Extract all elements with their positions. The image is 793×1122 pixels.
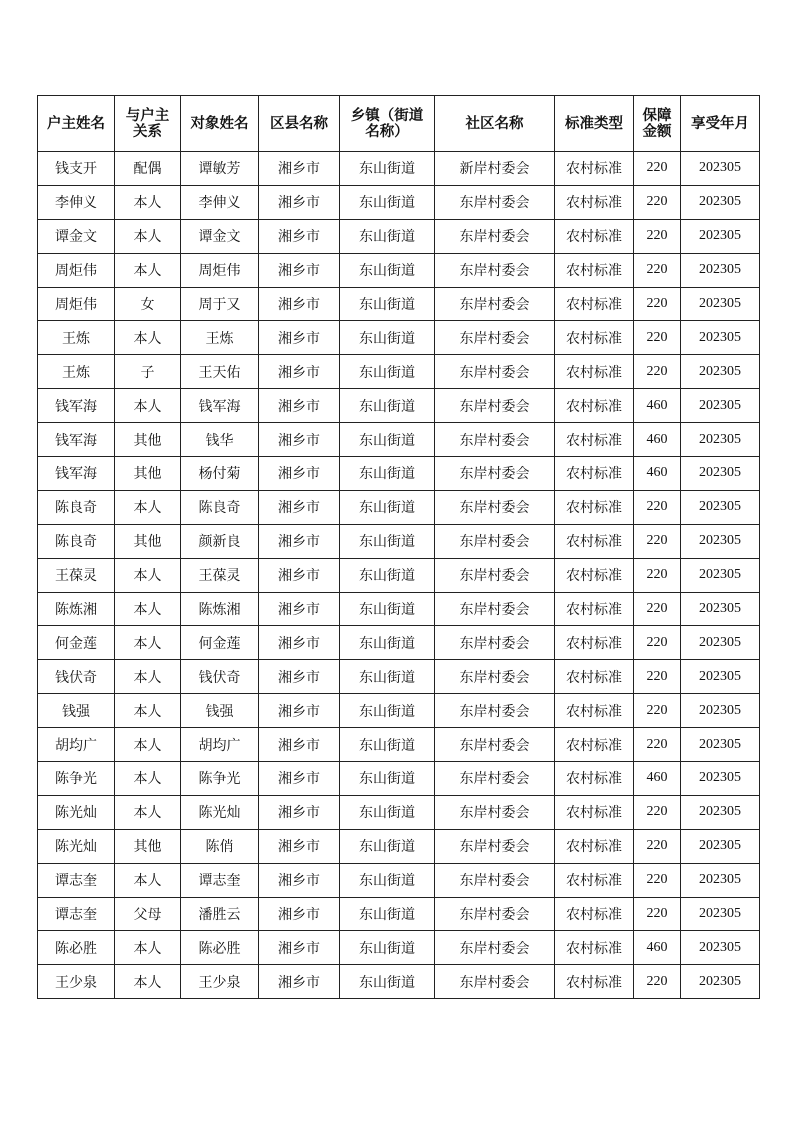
amount-cell: 220 xyxy=(634,795,681,829)
householder-name-cell: 钱军海 xyxy=(38,423,115,457)
householder-name-cell: 陈光灿 xyxy=(38,829,115,863)
standard-type-cell: 农村标准 xyxy=(555,219,634,253)
township-cell: 东山街道 xyxy=(340,185,435,219)
beneficiary-name-cell: 钱军海 xyxy=(181,389,259,423)
relation-cell: 本人 xyxy=(115,253,181,287)
table-row xyxy=(38,389,760,423)
relation-cell: 本人 xyxy=(115,185,181,219)
community-cell: 东岸村委会 xyxy=(435,490,555,524)
township-cell: 东山街道 xyxy=(340,626,435,660)
county-cell: 湘乡市 xyxy=(259,660,340,694)
table-row xyxy=(38,321,760,355)
amount-cell: 220 xyxy=(634,355,681,389)
standard-type-cell: 农村标准 xyxy=(555,287,634,321)
header-period: 享受年月 xyxy=(681,96,760,152)
table-row xyxy=(38,287,760,321)
amount-cell: 460 xyxy=(634,931,681,965)
amount-cell: 220 xyxy=(634,592,681,626)
community-cell: 东岸村委会 xyxy=(435,863,555,897)
relation-cell: 配偶 xyxy=(115,152,181,186)
county-cell: 湘乡市 xyxy=(259,457,340,491)
amount-cell: 460 xyxy=(634,457,681,491)
relation-cell: 本人 xyxy=(115,863,181,897)
standard-type-cell: 农村标准 xyxy=(555,897,634,931)
householder-name-cell: 李伸义 xyxy=(38,185,115,219)
householder-name-cell: 谭志奎 xyxy=(38,863,115,897)
period-cell: 202305 xyxy=(681,423,760,457)
county-cell: 湘乡市 xyxy=(259,897,340,931)
period-cell: 202305 xyxy=(681,253,760,287)
table-row xyxy=(38,457,760,491)
township-cell: 东山街道 xyxy=(340,965,435,999)
amount-cell: 220 xyxy=(634,694,681,728)
householder-name-cell: 谭金文 xyxy=(38,219,115,253)
standard-type-cell: 农村标准 xyxy=(555,355,634,389)
county-cell: 湘乡市 xyxy=(259,355,340,389)
period-cell: 202305 xyxy=(681,152,760,186)
beneficiary-name-cell: 颜新良 xyxy=(181,524,259,558)
period-cell: 202305 xyxy=(681,355,760,389)
householder-name-cell: 陈争光 xyxy=(38,762,115,796)
relation-cell: 子 xyxy=(115,355,181,389)
relation-cell: 本人 xyxy=(115,592,181,626)
township-cell: 东山街道 xyxy=(340,355,435,389)
table-row xyxy=(38,423,760,457)
period-cell: 202305 xyxy=(681,524,760,558)
township-cell: 东山街道 xyxy=(340,795,435,829)
header-standard-type: 标准类型 xyxy=(555,96,634,152)
county-cell: 湘乡市 xyxy=(259,287,340,321)
standard-type-cell: 农村标准 xyxy=(555,863,634,897)
community-cell: 东岸村委会 xyxy=(435,524,555,558)
township-cell: 东山街道 xyxy=(340,389,435,423)
amount-cell: 220 xyxy=(634,490,681,524)
beneficiary-name-cell: 李伸义 xyxy=(181,185,259,219)
amount-cell: 220 xyxy=(634,728,681,762)
householder-name-cell: 陈必胜 xyxy=(38,931,115,965)
period-cell: 202305 xyxy=(681,863,760,897)
township-cell: 东山街道 xyxy=(340,321,435,355)
community-cell: 东岸村委会 xyxy=(435,694,555,728)
relation-cell: 本人 xyxy=(115,762,181,796)
period-cell: 202305 xyxy=(681,287,760,321)
table-row xyxy=(38,694,760,728)
householder-name-cell: 王葆灵 xyxy=(38,558,115,592)
standard-type-cell: 农村标准 xyxy=(555,253,634,287)
township-cell: 东山街道 xyxy=(340,490,435,524)
householder-name-cell: 周炬伟 xyxy=(38,287,115,321)
township-cell: 东山街道 xyxy=(340,897,435,931)
relation-cell: 本人 xyxy=(115,321,181,355)
community-cell: 新岸村委会 xyxy=(435,152,555,186)
beneficiary-name-cell: 钱伏奇 xyxy=(181,660,259,694)
community-cell: 东岸村委会 xyxy=(435,660,555,694)
table-row xyxy=(38,490,760,524)
community-cell: 东岸村委会 xyxy=(435,592,555,626)
beneficiary-name-cell: 王少泉 xyxy=(181,965,259,999)
township-cell: 东山街道 xyxy=(340,728,435,762)
table-row xyxy=(38,626,760,660)
period-cell: 202305 xyxy=(681,558,760,592)
beneficiary-name-cell: 王天佑 xyxy=(181,355,259,389)
community-cell: 东岸村委会 xyxy=(435,965,555,999)
county-cell: 湘乡市 xyxy=(259,321,340,355)
amount-cell: 220 xyxy=(634,524,681,558)
township-cell: 东山街道 xyxy=(340,829,435,863)
amount-cell: 220 xyxy=(634,965,681,999)
table-row xyxy=(38,592,760,626)
county-cell: 湘乡市 xyxy=(259,524,340,558)
table-row xyxy=(38,863,760,897)
period-cell: 202305 xyxy=(681,694,760,728)
standard-type-cell: 农村标准 xyxy=(555,660,634,694)
table-row xyxy=(38,219,760,253)
period-cell: 202305 xyxy=(681,762,760,796)
beneficiary-name-cell: 陈光灿 xyxy=(181,795,259,829)
standard-type-cell: 农村标准 xyxy=(555,931,634,965)
beneficiary-name-cell: 陈必胜 xyxy=(181,931,259,965)
table-row xyxy=(38,524,760,558)
table-row xyxy=(38,660,760,694)
amount-cell: 220 xyxy=(634,897,681,931)
community-cell: 东岸村委会 xyxy=(435,829,555,863)
community-cell: 东岸村委会 xyxy=(435,558,555,592)
township-cell: 东山街道 xyxy=(340,558,435,592)
header-householder-name: 户主姓名 xyxy=(38,96,115,152)
county-cell: 湘乡市 xyxy=(259,592,340,626)
relation-cell: 本人 xyxy=(115,660,181,694)
amount-cell: 220 xyxy=(634,863,681,897)
township-cell: 东山街道 xyxy=(340,931,435,965)
relation-cell: 其他 xyxy=(115,423,181,457)
table-row xyxy=(38,897,760,931)
community-cell: 东岸村委会 xyxy=(435,897,555,931)
amount-cell: 220 xyxy=(634,829,681,863)
relation-cell: 父母 xyxy=(115,897,181,931)
amount-cell: 220 xyxy=(634,321,681,355)
period-cell: 202305 xyxy=(681,829,760,863)
township-cell: 东山街道 xyxy=(340,694,435,728)
period-cell: 202305 xyxy=(681,728,760,762)
period-cell: 202305 xyxy=(681,457,760,491)
householder-name-cell: 周炬伟 xyxy=(38,253,115,287)
period-cell: 202305 xyxy=(681,660,760,694)
township-cell: 东山街道 xyxy=(340,287,435,321)
beneficiary-name-cell: 潘胜云 xyxy=(181,897,259,931)
standard-type-cell: 农村标准 xyxy=(555,185,634,219)
householder-name-cell: 王炼 xyxy=(38,355,115,389)
period-cell: 202305 xyxy=(681,626,760,660)
relation-cell: 其他 xyxy=(115,829,181,863)
township-cell: 东山街道 xyxy=(340,592,435,626)
standard-type-cell: 农村标准 xyxy=(555,829,634,863)
beneficiary-name-cell: 王炼 xyxy=(181,321,259,355)
community-cell: 东岸村委会 xyxy=(435,762,555,796)
householder-name-cell: 胡均广 xyxy=(38,728,115,762)
standard-type-cell: 农村标准 xyxy=(555,524,634,558)
beneficiary-name-cell: 谭敏芳 xyxy=(181,152,259,186)
standard-type-cell: 农村标准 xyxy=(555,389,634,423)
township-cell: 东山街道 xyxy=(340,863,435,897)
community-cell: 东岸村委会 xyxy=(435,321,555,355)
amount-cell: 220 xyxy=(634,558,681,592)
standard-type-cell: 农村标准 xyxy=(555,965,634,999)
standard-type-cell: 农村标准 xyxy=(555,795,634,829)
table-row xyxy=(38,965,760,999)
beneficiary-name-cell: 陈炼湘 xyxy=(181,592,259,626)
householder-name-cell: 何金莲 xyxy=(38,626,115,660)
beneficiary-name-cell: 周于又 xyxy=(181,287,259,321)
householder-name-cell: 陈良奇 xyxy=(38,490,115,524)
township-cell: 东山街道 xyxy=(340,457,435,491)
header-amount: 保障金额 xyxy=(634,96,681,152)
relation-cell: 本人 xyxy=(115,389,181,423)
county-cell: 湘乡市 xyxy=(259,863,340,897)
beneficiary-name-cell: 周炬伟 xyxy=(181,253,259,287)
amount-cell: 220 xyxy=(634,253,681,287)
standard-type-cell: 农村标准 xyxy=(555,423,634,457)
community-cell: 东岸村委会 xyxy=(435,728,555,762)
table-row xyxy=(38,795,760,829)
table-row xyxy=(38,253,760,287)
county-cell: 湘乡市 xyxy=(259,728,340,762)
township-cell: 东山街道 xyxy=(340,253,435,287)
standard-type-cell: 农村标准 xyxy=(555,592,634,626)
community-cell: 东岸村委会 xyxy=(435,423,555,457)
amount-cell: 460 xyxy=(634,423,681,457)
period-cell: 202305 xyxy=(681,592,760,626)
beneficiary-name-cell: 胡均广 xyxy=(181,728,259,762)
beneficiary-name-cell: 陈良奇 xyxy=(181,490,259,524)
county-cell: 湘乡市 xyxy=(259,219,340,253)
community-cell: 东岸村委会 xyxy=(435,457,555,491)
county-cell: 湘乡市 xyxy=(259,762,340,796)
county-cell: 湘乡市 xyxy=(259,965,340,999)
table-row xyxy=(38,931,760,965)
amount-cell: 220 xyxy=(634,185,681,219)
community-cell: 东岸村委会 xyxy=(435,355,555,389)
community-cell: 东岸村委会 xyxy=(435,931,555,965)
header-beneficiary-name: 对象姓名 xyxy=(181,96,259,152)
standard-type-cell: 农村标准 xyxy=(555,762,634,796)
amount-cell: 220 xyxy=(634,152,681,186)
beneficiary-name-cell: 陈俏 xyxy=(181,829,259,863)
township-cell: 东山街道 xyxy=(340,524,435,558)
beneficiary-name-cell: 杨付菊 xyxy=(181,457,259,491)
county-cell: 湘乡市 xyxy=(259,558,340,592)
township-cell: 东山街道 xyxy=(340,762,435,796)
householder-name-cell: 钱军海 xyxy=(38,457,115,491)
relation-cell: 其他 xyxy=(115,524,181,558)
relation-cell: 本人 xyxy=(115,219,181,253)
amount-cell: 460 xyxy=(634,389,681,423)
standard-type-cell: 农村标准 xyxy=(555,626,634,660)
householder-name-cell: 钱伏奇 xyxy=(38,660,115,694)
community-cell: 东岸村委会 xyxy=(435,185,555,219)
county-cell: 湘乡市 xyxy=(259,626,340,660)
householder-name-cell: 王炼 xyxy=(38,321,115,355)
amount-cell: 220 xyxy=(634,287,681,321)
standard-type-cell: 农村标准 xyxy=(555,694,634,728)
relation-cell: 本人 xyxy=(115,626,181,660)
township-cell: 东山街道 xyxy=(340,423,435,457)
beneficiary-name-cell: 陈争光 xyxy=(181,762,259,796)
period-cell: 202305 xyxy=(681,219,760,253)
table-row xyxy=(38,355,760,389)
period-cell: 202305 xyxy=(681,389,760,423)
standard-type-cell: 农村标准 xyxy=(555,728,634,762)
assistance-roster-table xyxy=(37,95,760,999)
relation-cell: 本人 xyxy=(115,694,181,728)
householder-name-cell: 陈光灿 xyxy=(38,795,115,829)
county-cell: 湘乡市 xyxy=(259,829,340,863)
standard-type-cell: 农村标准 xyxy=(555,152,634,186)
period-cell: 202305 xyxy=(681,965,760,999)
table-body xyxy=(38,152,760,999)
householder-name-cell: 陈良奇 xyxy=(38,524,115,558)
relation-cell: 其他 xyxy=(115,457,181,491)
header-county: 区县名称 xyxy=(259,96,340,152)
county-cell: 湘乡市 xyxy=(259,152,340,186)
community-cell: 东岸村委会 xyxy=(435,253,555,287)
householder-name-cell: 钱强 xyxy=(38,694,115,728)
county-cell: 湘乡市 xyxy=(259,490,340,524)
county-cell: 湘乡市 xyxy=(259,795,340,829)
header-township: 乡镇（街道名称） xyxy=(340,96,435,152)
relation-cell: 本人 xyxy=(115,728,181,762)
standard-type-cell: 农村标准 xyxy=(555,558,634,592)
householder-name-cell: 王少泉 xyxy=(38,965,115,999)
table-row xyxy=(38,728,760,762)
community-cell: 东岸村委会 xyxy=(435,389,555,423)
township-cell: 东山街道 xyxy=(340,152,435,186)
table-row xyxy=(38,558,760,592)
standard-type-cell: 农村标准 xyxy=(555,457,634,491)
beneficiary-name-cell: 谭志奎 xyxy=(181,863,259,897)
county-cell: 湘乡市 xyxy=(259,389,340,423)
township-cell: 东山街道 xyxy=(340,219,435,253)
header-community: 社区名称 xyxy=(435,96,555,152)
amount-cell: 220 xyxy=(634,660,681,694)
beneficiary-name-cell: 谭金文 xyxy=(181,219,259,253)
beneficiary-name-cell: 钱华 xyxy=(181,423,259,457)
relation-cell: 本人 xyxy=(115,931,181,965)
community-cell: 东岸村委会 xyxy=(435,795,555,829)
relation-cell: 本人 xyxy=(115,490,181,524)
community-cell: 东岸村委会 xyxy=(435,287,555,321)
county-cell: 湘乡市 xyxy=(259,423,340,457)
period-cell: 202305 xyxy=(681,321,760,355)
relation-cell: 本人 xyxy=(115,558,181,592)
period-cell: 202305 xyxy=(681,490,760,524)
relation-cell: 女 xyxy=(115,287,181,321)
amount-cell: 220 xyxy=(634,219,681,253)
amount-cell: 460 xyxy=(634,762,681,796)
householder-name-cell: 钱军海 xyxy=(38,389,115,423)
table-row xyxy=(38,829,760,863)
standard-type-cell: 农村标准 xyxy=(555,321,634,355)
relation-cell: 本人 xyxy=(115,965,181,999)
amount-cell: 220 xyxy=(634,626,681,660)
header-row xyxy=(38,96,760,152)
relation-cell: 本人 xyxy=(115,795,181,829)
beneficiary-name-cell: 钱强 xyxy=(181,694,259,728)
householder-name-cell: 钱支开 xyxy=(38,152,115,186)
beneficiary-name-cell: 王葆灵 xyxy=(181,558,259,592)
county-cell: 湘乡市 xyxy=(259,931,340,965)
table-row xyxy=(38,185,760,219)
householder-name-cell: 谭志奎 xyxy=(38,897,115,931)
county-cell: 湘乡市 xyxy=(259,253,340,287)
township-cell: 东山街道 xyxy=(340,660,435,694)
period-cell: 202305 xyxy=(681,185,760,219)
period-cell: 202305 xyxy=(681,795,760,829)
county-cell: 湘乡市 xyxy=(259,185,340,219)
standard-type-cell: 农村标准 xyxy=(555,490,634,524)
county-cell: 湘乡市 xyxy=(259,694,340,728)
beneficiary-name-cell: 何金莲 xyxy=(181,626,259,660)
period-cell: 202305 xyxy=(681,897,760,931)
header-relation: 与户主关系 xyxy=(115,96,181,152)
community-cell: 东岸村委会 xyxy=(435,626,555,660)
table-row xyxy=(38,152,760,186)
period-cell: 202305 xyxy=(681,931,760,965)
table-row xyxy=(38,762,760,796)
community-cell: 东岸村委会 xyxy=(435,219,555,253)
householder-name-cell: 陈炼湘 xyxy=(38,592,115,626)
